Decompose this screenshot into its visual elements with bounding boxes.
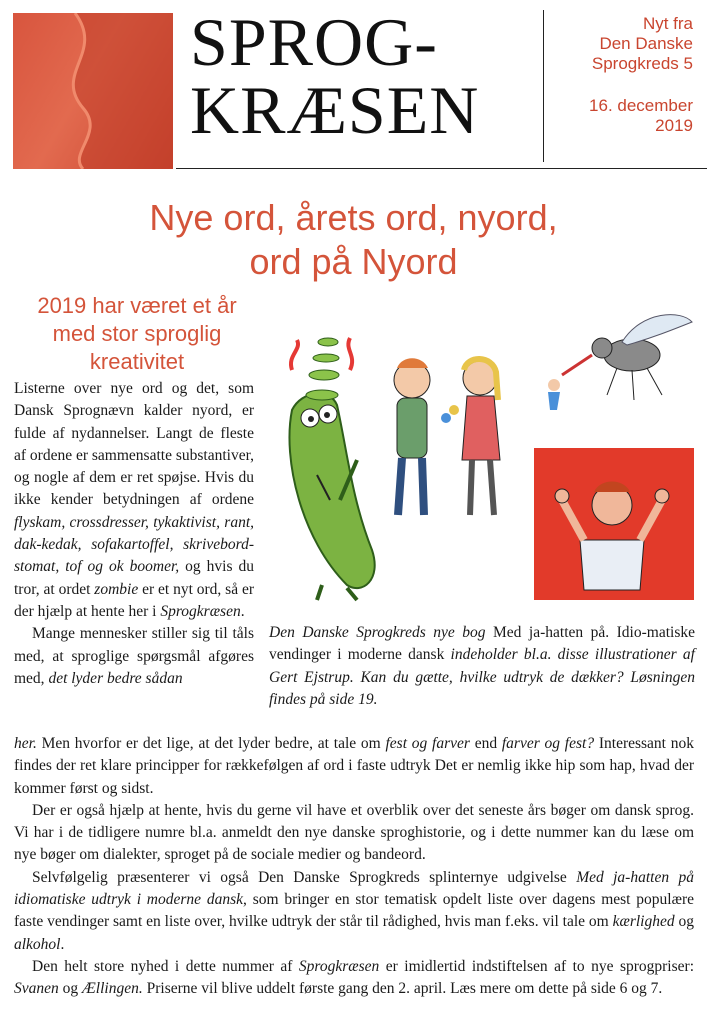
logo	[13, 13, 173, 169]
image-caption: Den Danske Sprogkreds nye bog Med ja-hatten på. Idio-matiske vendinger i moderne dansk indeholder bl.a. disse illustrationer af Gert Ejstrup. Kan du gætte, hvilke udtryk de dækker? Løsningen findes på side 19.	[269, 624, 695, 708]
issue-info	[543, 14, 693, 136]
cucumber-figure	[289, 338, 374, 600]
paragraph-1: Listerne over nye ord og det, som Dansk Sprognævn kalder nyord, er fulde af nydannelser. Langt de fleste af ordene er sammensatte substantiver, og nogle af dem er ret spøjse. Hvis du ikke kender betydningen af ordene flyskam, crossdresser, tykaktivist, rant, dak-kedak, sofakartoffel, skrivebord-stomat, tof og ok boomer, og hvis du tror, at ordet zombie er et nyt ord, så er der hjælp at hente her i Sprogkræsen.	[14, 380, 254, 620]
issue-line-2: Den Danske	[599, 34, 693, 53]
issue-line-1: Nyt fra	[642, 14, 693, 33]
issue-line-3: Sprogkreds 5	[591, 54, 693, 73]
headline-line-1: Nye ord, årets ord, nyord,	[149, 197, 558, 238]
paragraph-2: Mange mennesker stiller sig til tåls med, at sproglige spørgsmål afgøres med, det lyder bedre sådan	[14, 625, 254, 687]
paragraph-5: Selvfølgelig præsenterer vi også Den Danske Sprogkreds splinternye udgivelse Med ja-hatten på idiomatiske udtryk i moderne dansk, som bringer en stor tematisk opdelt liste over dagens mest populære faste vendinger samt en liste over, hvilke udtryk der står til rådighed, hvis man f.eks. vil tale om kærlighed og alkohol.	[14, 868, 695, 953]
mosquito-figure	[548, 315, 692, 410]
headline-line-2: ord på Nyord	[249, 241, 458, 282]
couple-figure	[394, 358, 500, 515]
horizontal-divider	[176, 168, 707, 169]
illustration	[262, 300, 702, 620]
issue-date-2: 2019	[655, 116, 693, 135]
subhead: 2019 har været et år med stor sproglig kreativitet	[37, 293, 237, 374]
left-column	[14, 378, 254, 690]
title-line-2: KRÆSEN	[190, 72, 480, 148]
title-line-1: SPROG-	[190, 4, 438, 80]
masthead-title	[190, 4, 480, 148]
paragraph-6: Den helt store nyhed i dette nummer af Sprogkræsen er imidlertid indstiftelsen af to nye sprogpriser: Svanen og Ællingen. Priserne vil blive uddelt første gang den 2. april. Læs mere om dette på side 6 og 7.	[14, 957, 694, 998]
paragraph-4: Der er også hjælp at hente, hvis du gerne vil have et overblik over det seneste års bøger om dansk sprog. Vi har i de tidligere numre bl.a. anmeldt den nye danske sproghistorie, og i dette nummer kan du læse om nye bøger om dialekter, sproget på de sociale medier og bandeord.	[14, 801, 694, 864]
issue-date-1: 16. december	[589, 96, 693, 115]
paragraph-3: her. Men hvorfor er det lige, at det lyder bedre, at tale om fest og farver end farver og fest? Interessant nok findes der ret klare principper for rækkefølgen af ord i faste udtryk Det er nemlig ikke hip som hap, hvad der kommer først og sidst.	[14, 735, 695, 797]
full-width-text	[14, 733, 694, 1001]
angry-man-figure	[534, 448, 694, 600]
headline	[0, 196, 707, 284]
